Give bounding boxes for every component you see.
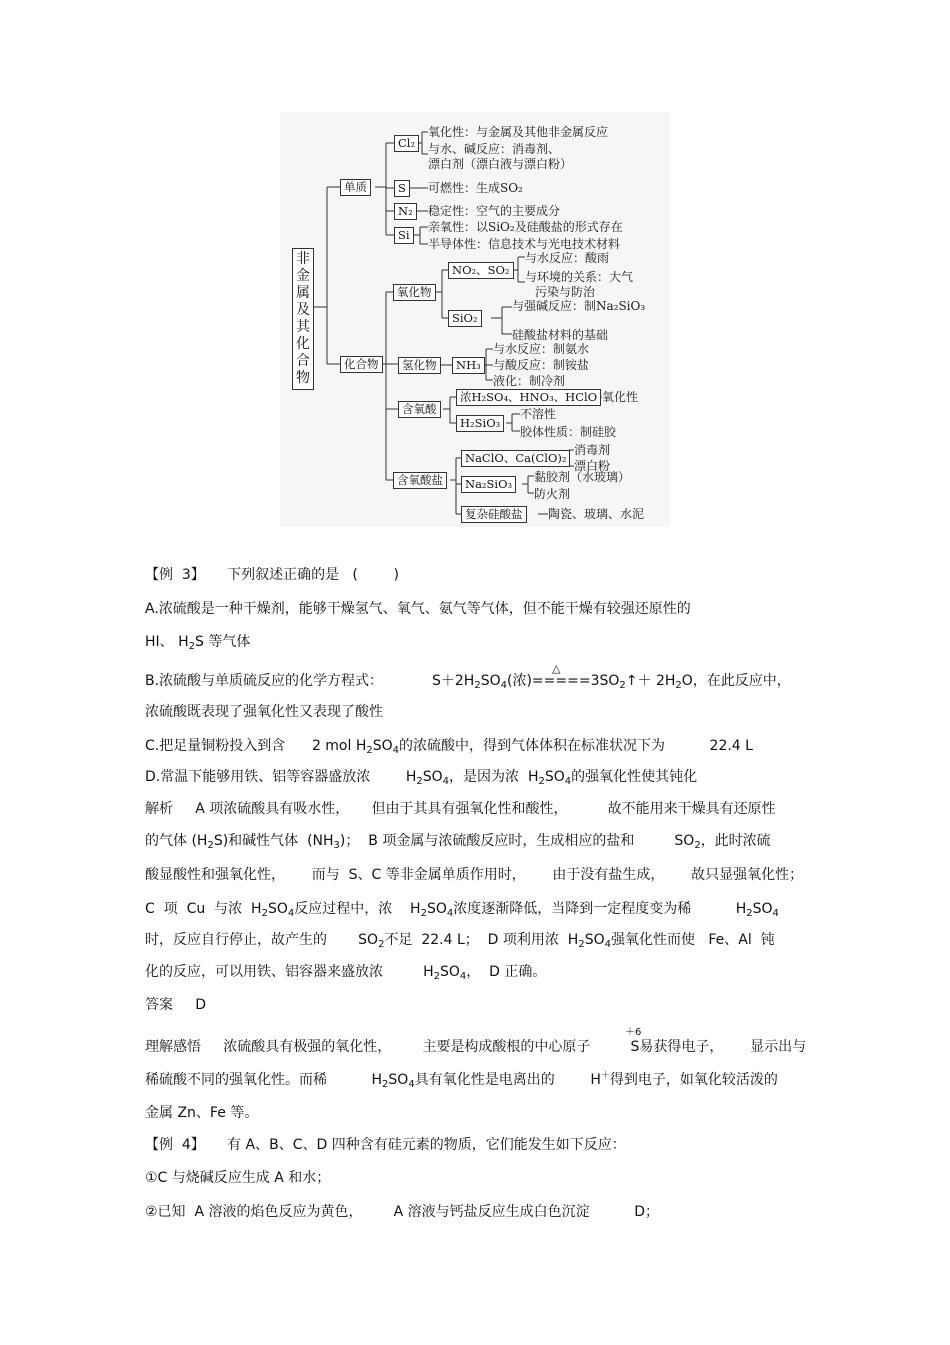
example3-heading: 【例 3】 xyxy=(145,567,205,583)
h2sio3-node: H₂SiO₃ xyxy=(456,415,504,432)
s-property: 可燃性：生成SO₂ xyxy=(428,181,523,195)
n2-property: 稳定性：空气的主要成分 xyxy=(428,204,561,218)
oxidation-state-sup: ＋6 xyxy=(625,1027,642,1038)
option-a-line1: A.浓硫酸是一种干燥剂，能够干燥氢气、氧气、氨气等气体，但不能干燥有较强还原性的 xyxy=(145,601,691,617)
analysis-line3: 酸显酸性和强氧化性， 而与 S、C 等非金属单质作用时， 由于没有盐生成， 故只显强氧化性； xyxy=(145,867,804,883)
compound-node: 化合物 xyxy=(340,356,383,373)
cl2-node: Cl₂ xyxy=(394,135,419,152)
example4-heading: 【例 4】 xyxy=(145,1137,205,1153)
no2-so2-property-3: 污染与防治 xyxy=(535,285,596,299)
answer-value: D xyxy=(195,997,207,1013)
no2-so2-property-1: 与水反应：酸雨 xyxy=(525,251,610,265)
analysis-line5: 时，反应自行停止，故产生的 $SO_2$不足 22.4 L； D 项利用浓 $H_2SO_4$强氧化性而使 Fe、Al 钝 xyxy=(145,932,775,950)
option-c: C.把足量铜粉投入到含 2 mol $H_2SO_4$的浓硫酸中，得到气体体积在标准状况下为 22.4 L xyxy=(145,738,753,756)
analysis-line1: 解析 A 项浓硫酸具有吸水性， 但由于其具有强氧化性和酸性， 故不能用来干燥具有还原性 xyxy=(145,801,776,817)
si-node: Si xyxy=(394,227,414,244)
analysis-line6: 化的反应，可以用铁、铝容器来盛放浓 $H_2SO_4$， D 正确。 xyxy=(145,964,547,982)
heating-delta-symbol: △ xyxy=(552,662,561,675)
sio2-property-1: 与强碱反应：制Na₂SiO₃ xyxy=(512,299,646,313)
answer-line: 答案 D xyxy=(145,997,207,1013)
example4-reaction2: ②已知 A 溶液的焰色反应为黄色， A 溶液与钙盐反应生成白色沉淀 D； xyxy=(145,1204,659,1220)
conc-acids-node: 浓H₂SO₄、HNO₃、HClO xyxy=(456,389,601,406)
no2-so2-node: NO₂、SO₂ xyxy=(448,262,514,279)
element-node: 单质 xyxy=(340,179,371,196)
cl2-property-3: 漂白剂（漂白液与漂白粉） xyxy=(428,157,573,171)
cl2-property-2: 与水、碱反应：消毒剂、 xyxy=(428,142,561,156)
option-b-line2: 浓硫酸既表现了强氧化性又表现了酸性 xyxy=(145,704,383,720)
option-a-line2: HI、 $H_2S$ 等气体 xyxy=(145,634,251,652)
knowledge-tree-diagram xyxy=(280,112,670,527)
h2sio3-property-2: 胶体性质：制硅胶 xyxy=(520,425,617,439)
cl2-property-1: 氧化性：与金属及其他非金属反应 xyxy=(428,125,609,139)
na2sio3-property-2: 防火剂 xyxy=(534,487,571,501)
na2sio3-node: Na₂SiO₃ xyxy=(461,476,516,493)
naclo-property-1: 消毒剂 xyxy=(574,443,611,457)
naclo-node: NaClO、Ca(ClO)₂ xyxy=(461,450,570,467)
oxyacid-node: 含氧酸 xyxy=(398,401,441,418)
complex-silicate-node: 复杂硅酸盐 xyxy=(461,506,527,523)
oxide-node: 氧化物 xyxy=(393,284,436,301)
sio2-node: SiO₂ xyxy=(448,310,482,327)
option-d: D.常温下能够用铁、铝等容器盛放浓 $H_2SO_4$，是因为浓 $H_2SO_4$的强氧化性使其钝化 xyxy=(145,769,698,787)
si-property-2: 半导体性：信息技术与光电技术材料 xyxy=(428,237,621,251)
insight-line3: 金属 Zn、Fe 等。 xyxy=(145,1105,259,1121)
si-property-1: 亲氧性：以SiO₂及硅酸盐的形式存在 xyxy=(428,220,623,234)
complex-silicate-property: 陶瓷、玻璃、水泥 xyxy=(548,507,645,521)
na2sio3-property-1: 黏胶剂（水玻璃） xyxy=(534,470,631,484)
hydride-node: 氢化物 xyxy=(398,357,441,374)
diagram-root-label: 非 金 属 及 其 化 合 物 xyxy=(292,248,314,390)
nh3-node: NH₃ xyxy=(452,357,485,374)
option-b-line1: B.浓硫酸与单质硫反应的化学方程式： $S+2H_2SO_4$(浓)$=====3SO_2↑+ 2H_2O$，在此反应中， xyxy=(145,673,791,691)
sio2-property-2: 硅酸盐材料的基础 xyxy=(512,328,609,342)
naclo-property-2: 漂白粉 xyxy=(574,459,611,473)
example4-reaction1: ①C 与烧碱反应生成 A 和水； xyxy=(145,1170,331,1186)
analysis-line2: 的气体 $(H_2S)$和碱性气体 $(NH_3)$； B 项金属与浓硫酸反应时，生成相应的盐和 $SO_2$，此时浓硫 xyxy=(145,833,771,851)
conc-acids-property: 氧化性 xyxy=(602,390,639,404)
analysis-line4: C 项 Cu 与浓 $H_2SO_4$反应过程中，浓 $H_2SO_4$浓度逐渐降低，当降到一定程度变为稀 $H_2SO_4$ xyxy=(145,901,779,919)
example4-question: 【例 4】 有 A、B、C、D 四种含有硅元素的物质，它们能发生如下反应： xyxy=(145,1137,626,1153)
nh3-property-2: 与酸反应：制铵盐 xyxy=(493,358,590,372)
example3-prompt: 下列叙述正确的是 ( ) xyxy=(227,567,399,583)
no2-so2-property-2: 与环境的关系：大气 xyxy=(525,270,634,284)
nh3-property-3: 液化：制冷剂 xyxy=(493,374,566,388)
example3-question xyxy=(145,566,399,584)
h2sio3-property-1: 不溶性 xyxy=(520,407,557,421)
s-node: S xyxy=(394,180,410,197)
oxysalt-node: 含氧酸盐 xyxy=(393,472,447,489)
insight-line1: 理解感悟 浓硫酸具有极强的氧化性， 主要是构成酸根的中心原子 S易获得电子， 显示出与 xyxy=(145,1039,807,1055)
n2-node: N₂ xyxy=(394,203,417,220)
nh3-property-1: 与水反应：制氨水 xyxy=(493,342,590,356)
insight-line2: 稀硫酸不同的强氧化性。而稀 $H_2SO_4$具有氧化性是电离出的 H＋得到电子，如氧化较活泼的 xyxy=(145,1071,778,1090)
